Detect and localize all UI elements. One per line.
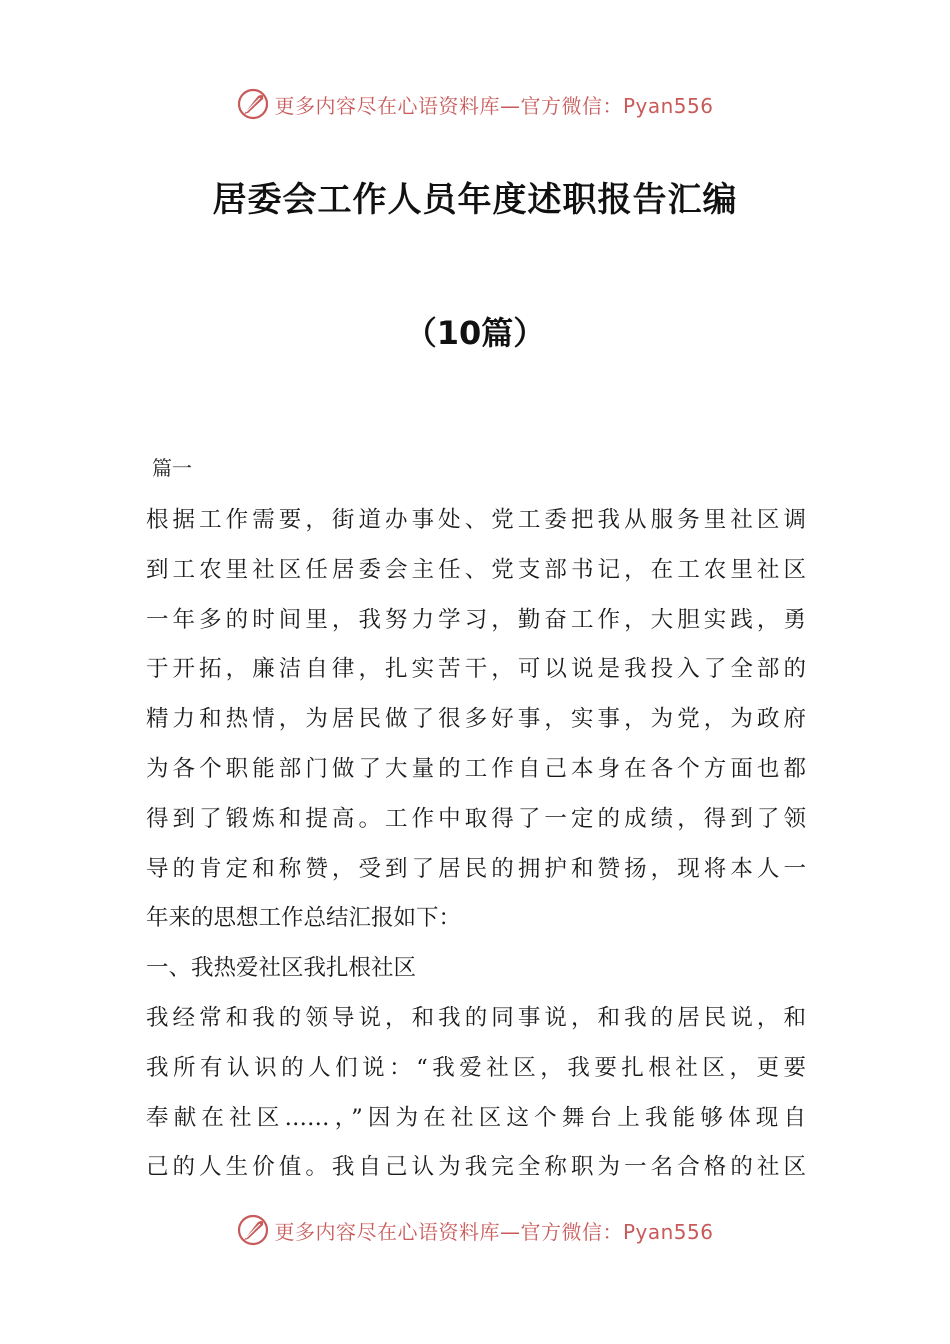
quill-pen-logo-icon — [236, 1213, 270, 1247]
body-line: 我经常和我的领导说，和我的同事说，和我的居民说，和 — [146, 1004, 806, 1031]
body-line: 奉献在社区……，”因为在社区这个舞台上我能够体现自 — [146, 1104, 806, 1131]
document-subtitle: （10篇） — [404, 314, 546, 352]
body-text — [146, 496, 806, 1193]
body-line: 一年多的时间里，我努力学习，勤奋工作，大胆实践，勇 — [146, 606, 806, 633]
body-line: 到工农里社区任居委会主任、党支部书记，在工农里社区 — [146, 556, 806, 583]
header-watermark-text: 更多内容尽在心语资料库—官方微信：Pyan556 — [274, 93, 714, 118]
quill-pen-logo-icon — [236, 87, 270, 121]
body-line: 我所有认识的人们说：“我爱社区，我要扎根社区，更要 — [146, 1054, 806, 1081]
chapter-label: 篇一 — [152, 456, 192, 480]
document-title: 居委会工作人员年度述职报告汇编 — [212, 180, 738, 220]
body-line: 根据工作需要，街道办事处、党工委把我从服务里社区调 — [146, 507, 806, 533]
body-line: 精力和热情，为居民做了很多好事，实事，为党，为政府 — [146, 706, 806, 733]
body-line: 导的肯定和称赞，受到了居民的拥护和赞扬，现将本人一 — [146, 855, 806, 882]
body-line: 年来的思想工作总结汇报如下： — [146, 905, 462, 932]
body-line: 为各个职能部门做了大量的工作自己本身在各个方面也都 — [146, 755, 806, 782]
body-line: 己的人生价值。我自己认为我完全称职为一名合格的社区 — [146, 1154, 806, 1181]
header-watermark-banner — [0, 84, 950, 124]
footer-watermark-banner — [0, 1210, 950, 1250]
section-heading: 一、我热爱社区我扎根社区 — [146, 955, 417, 982]
body-line: 于开拓，廉洁自律，扎实苦干，可以说是我投入了全部的 — [146, 656, 806, 683]
body-line: 得到了锻炼和提高。工作中取得了一定的成绩，得到了领 — [146, 805, 806, 832]
footer-watermark-text: 更多内容尽在心语资料库—官方微信：Pyan556 — [274, 1219, 714, 1244]
